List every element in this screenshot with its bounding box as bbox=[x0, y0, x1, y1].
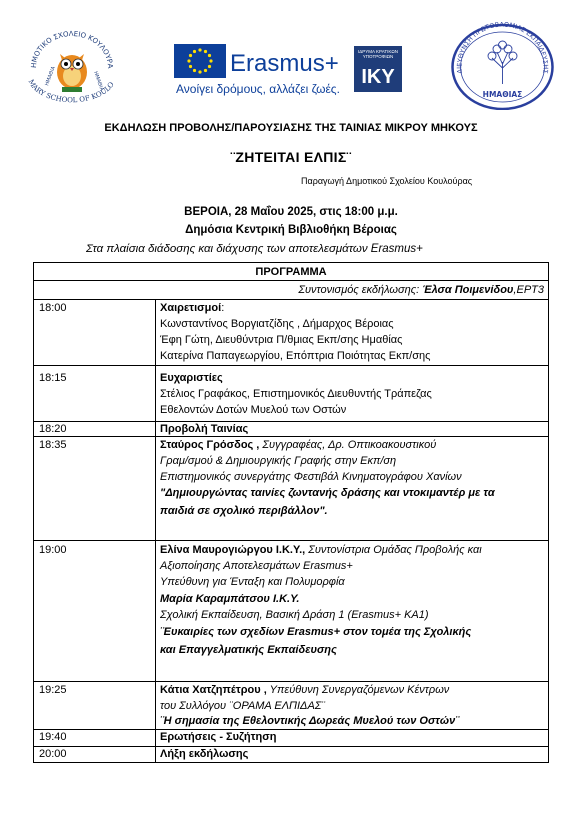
table-divider bbox=[34, 299, 548, 300]
programme-title: ΠΡΟΓΡΑΜΜΑ bbox=[255, 266, 327, 278]
school-logo-side-left: ΗΜΑΘΙΑ bbox=[44, 65, 57, 87]
row-line: Επιστημονικός συνεργάτης Φεστιβάλ Κινηματογράφου Χανίων bbox=[160, 471, 462, 483]
table-divider bbox=[34, 365, 548, 366]
row-line: Αξιοποίησης Αποτελεσμάτων Erasmus+ bbox=[160, 560, 353, 572]
row-line: Λήξη εκδήλωσης bbox=[160, 748, 249, 760]
coordinator-label: Συντονισμός εκδήλωσης: bbox=[298, 284, 420, 296]
row-line: Ερωτήσεις - Συζήτηση bbox=[160, 731, 277, 743]
programme-table bbox=[33, 262, 549, 763]
row-line: Κωνσταντίνος Βοργιατζίδης , Δήμαρχος Βέροιας bbox=[160, 318, 394, 330]
erasmus-slogan: Ανοίγει δρόμους, αλλάζει ζωές. bbox=[176, 82, 340, 96]
row-line: Μαρία Καραμπάτσου Ι.Κ.Υ. bbox=[160, 593, 300, 605]
event-heading: ΕΚΔΗΛΩΣΗ ΠΡΟΒΟΛΗΣ/ΠΑΡΟΥΣΙΑΣΗΣ ΤΗΣ ΤΑΙΝΙΑΣ ΜΙΚΡΟΥ ΜΗΚΟΥΣ bbox=[104, 122, 478, 134]
row-line-heading: Χαιρετισμοί bbox=[160, 302, 222, 314]
iky-wordmark: IKY bbox=[361, 66, 395, 88]
table-divider bbox=[34, 746, 548, 747]
coordinator-org: ,ΕΡΤ3 bbox=[513, 284, 544, 296]
school-logo bbox=[22, 28, 122, 110]
iky-small-text: ΙΔΡΥΜΑ ΚΡΑΤΙΚΩΝ ΥΠΟΤΡΟΦΙΩΝ bbox=[358, 49, 398, 59]
speaker-role: Συντονίστρια Ομάδας Προβολής και bbox=[305, 544, 482, 556]
dpe-imathias-logo bbox=[450, 22, 555, 110]
event-context: Στα πλαίσια διάδοσης και διάχυσης των αποτελεσμάτων Erasmus+ bbox=[86, 243, 423, 255]
table-divider bbox=[34, 540, 548, 541]
speaker-name: Σταύρος Γρόσδος , bbox=[160, 439, 260, 451]
coordinator-name: Έλσα Ποιμενίδου bbox=[422, 284, 514, 296]
eu-flag-icon bbox=[174, 44, 226, 78]
row-line: και Επαγγελματικής Εκπαίδευσης bbox=[160, 644, 337, 656]
row-time: 18:15 bbox=[39, 372, 67, 384]
row-line: Κατερίνα Παπαγεωργίου, Επόπτρια Ποιότητας Εκπ/σης bbox=[160, 350, 431, 362]
dpe-ring-text: ΔΙΕΥΘΥΝΣΗ ΠΡΩΤΟΒΑΘΜΙΑΣ ΕΚΠΑΙΔΕΥΣΗΣ bbox=[455, 22, 550, 74]
erasmus-wordmark: Erasmus+ bbox=[230, 50, 339, 77]
event-date-time: ΒΕΡΟΙΑ, 28 Μαΐου 2025, στις 18:00 μ.μ. bbox=[184, 206, 398, 218]
iky-logo bbox=[354, 46, 402, 92]
row-line: ¨Ευκαιρίες των σχεδίων Erasmus+ στον τομέα της Σχολικής bbox=[160, 626, 472, 638]
row-time: 19:25 bbox=[39, 684, 67, 696]
row-line-suffix: : bbox=[221, 302, 225, 314]
speaker-role: Υπεύθυνη Συνεργαζόμενων Κέντρων bbox=[266, 684, 450, 696]
school-logo-side-right: ΗΜΑΘΙΑ bbox=[92, 70, 105, 92]
row-line: παιδιά σε σχολικό περιβάλλον". bbox=[160, 505, 328, 517]
school-logo-ring-text: ΗΜΟΤΙΚΟ ΣΧΟΛΕΙΟ ΚΟΥΛΟΥΡΑ bbox=[29, 29, 115, 69]
row-line: "Δημιουργώντας ταινίες ζωντανής δράσης και ντοκιμαντέρ με τα bbox=[160, 487, 495, 499]
programme-coordinator bbox=[298, 282, 544, 299]
dpe-bottom-text: ΗΜΑΘΙΑΣ bbox=[482, 90, 523, 99]
row-line: ¨Η σημασία της Εθελοντικής Δωρεάς Μυελού των Οστών¨ bbox=[160, 715, 459, 727]
owl-icon bbox=[57, 54, 87, 92]
column-divider bbox=[155, 299, 156, 762]
row-line bbox=[160, 300, 224, 317]
row-time: 18:20 bbox=[39, 423, 67, 435]
row-line bbox=[160, 437, 436, 454]
speaker-name: Κάτια Χατζηπέτρου , bbox=[160, 684, 267, 696]
row-time: 18:35 bbox=[39, 439, 67, 451]
table-divider bbox=[34, 280, 548, 281]
row-line: Προβολή Ταινίας bbox=[160, 423, 249, 435]
row-line bbox=[160, 542, 482, 559]
row-line: Εθελοντών Δοτών Μυελού των Οστών bbox=[160, 404, 347, 416]
school-logo-bottom-text: MARY SCHOOL OF KOULO bbox=[26, 78, 116, 105]
row-line: Έφη Γώτη, Διευθύντρια Π/θμιας Εκπ/σης Ημαθίας bbox=[160, 334, 403, 346]
event-venue: Δημόσια Κεντρική Βιβλιοθήκη Βέροιας bbox=[185, 224, 397, 236]
row-line bbox=[160, 682, 449, 699]
speaker-role: Συγγραφέας, Δρ. Οπτικοακουστικού bbox=[259, 439, 437, 451]
row-line: Σχολική Εκπαίδευση, Βασική Δράση 1 (Erasmus+ KA1) bbox=[160, 609, 429, 621]
row-line: Ευχαριστίες bbox=[160, 372, 223, 384]
row-time: 18:00 bbox=[39, 302, 67, 314]
row-line: του Συλλόγου ¨ΟΡΑΜΑ ΕΛΠΙΔΑΣ¨ bbox=[160, 700, 326, 712]
row-line: Υπεύθυνη για Ένταξη και Πολυμορφία bbox=[160, 576, 345, 588]
row-time: 19:00 bbox=[39, 544, 67, 556]
row-time: 19:40 bbox=[39, 731, 67, 743]
tree-icon bbox=[488, 41, 517, 84]
row-line: Στέλιος Γραφάκος, Επιστημονικός Διευθυντής Τράπεζας bbox=[160, 388, 432, 400]
speaker-name: Ελίνα Μαυρογιώργου Ι.Κ.Υ., bbox=[160, 544, 306, 556]
row-line: Γραμ/σμού & Δημιουργικής Γραφής στην Εκπ/ση bbox=[160, 455, 397, 467]
row-time: 20:00 bbox=[39, 748, 67, 760]
production-credit: Παραγωγή Δημοτικού Σχολείου Κουλούρας bbox=[301, 176, 473, 186]
table-divider bbox=[34, 421, 548, 422]
film-title: ¨ΖΗΤΕΙΤΑΙ ΕΛΠΙΣ¨ bbox=[230, 149, 352, 165]
erasmus-logo bbox=[174, 44, 342, 96]
